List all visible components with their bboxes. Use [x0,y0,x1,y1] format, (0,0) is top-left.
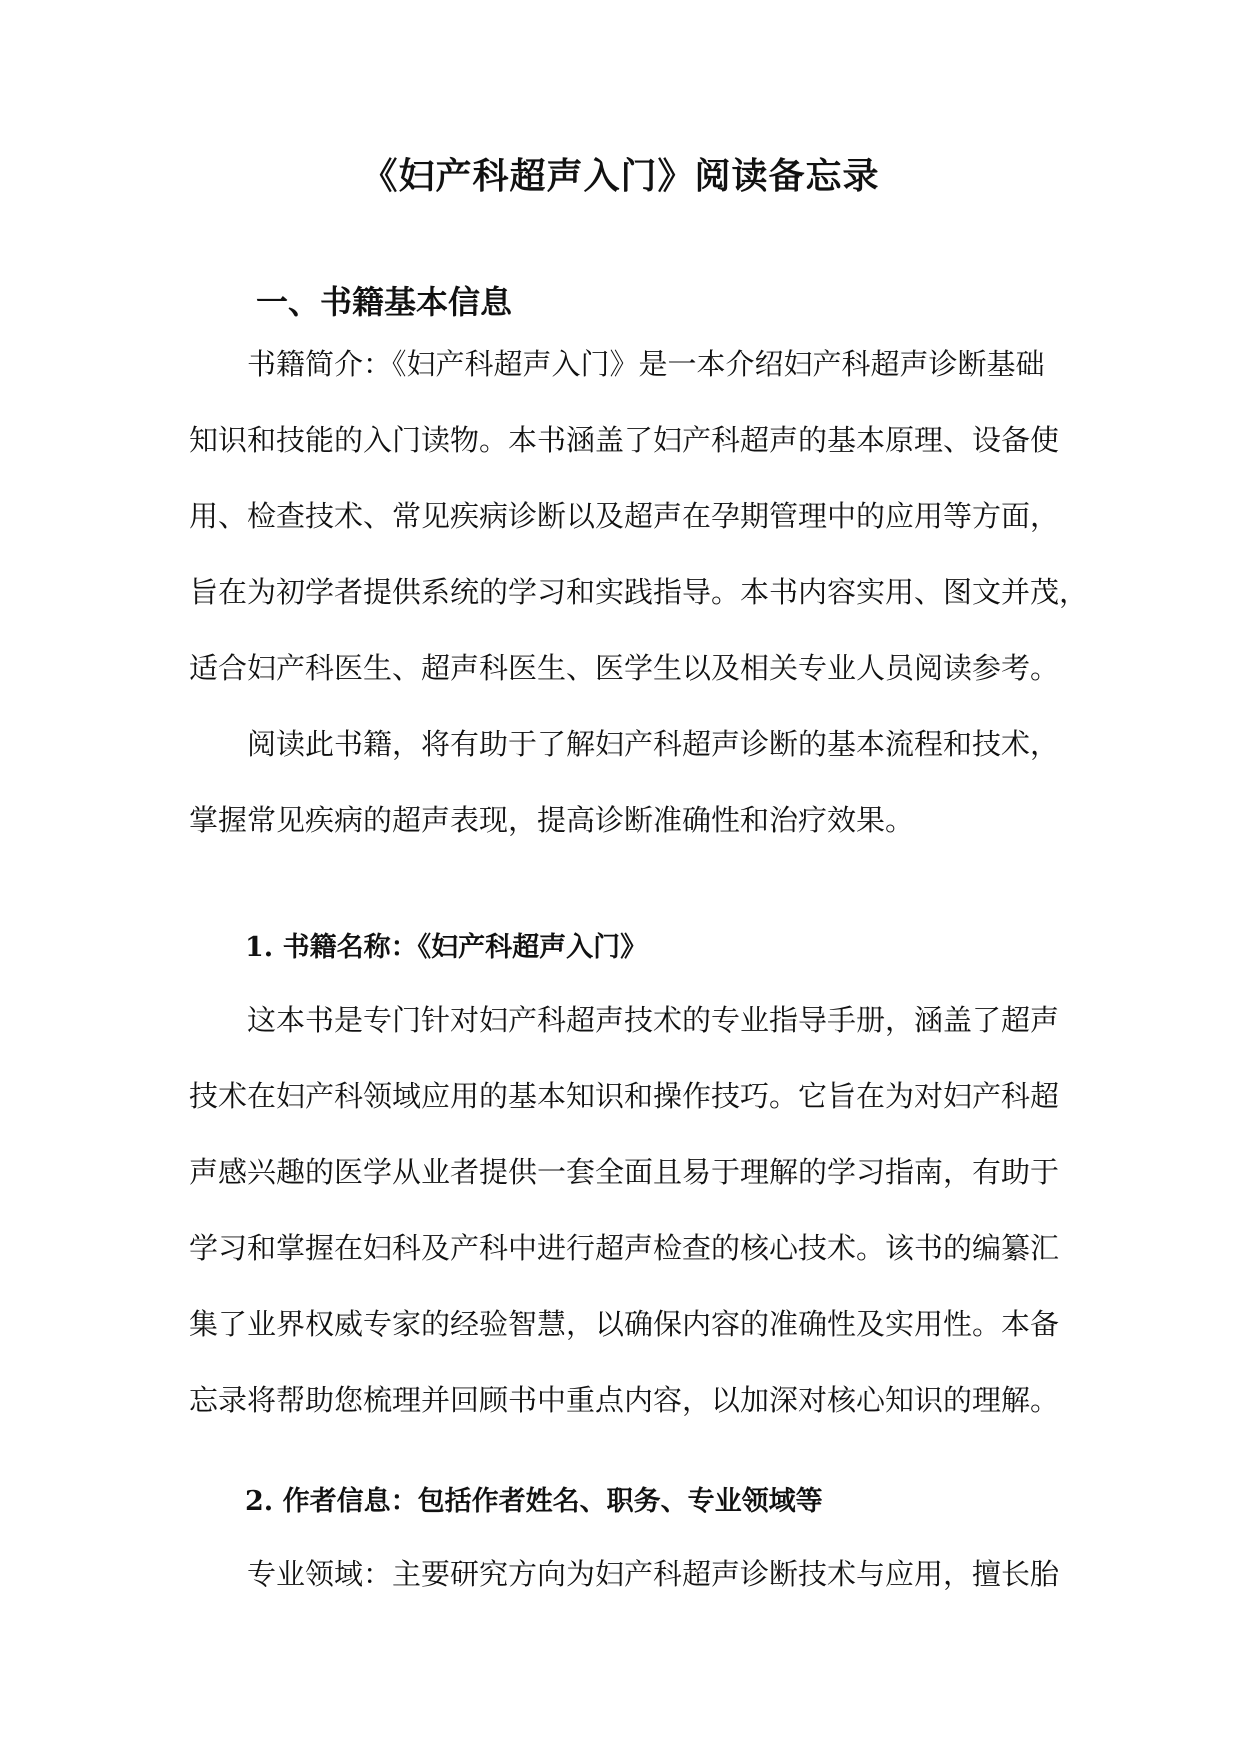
reading-benefit-paragraph [189,706,1061,858]
text-line: 专业领域：主要研究方向为妇产科超声诊断技术与应用，擅长胎 [247,1557,1060,1591]
text-line: 书籍简介：《妇产科超声入门》是一本介绍妇产科超声诊断基础 [247,347,1045,381]
author-info-paragraph [189,1536,1061,1612]
text-line: 旨在为初学者提供系统的学习和实践指导。本书内容实用、图文并茂， [189,575,1089,609]
text-line: 技术在妇产科领域应用的基本知识和操作技巧。它旨在为对妇产科超 [189,1079,1060,1113]
subheading-author-info: 2. 作者信息：包括作者姓名、职务、专业领域等 [245,1486,823,1517]
text-line: 这本书是专门针对妇产科超声技术的专业指导手册，涵盖了超声 [247,1003,1060,1037]
text-line: 学习和掌握在妇科及产科中进行超声检查的核心技术。该书的编纂汇 [189,1231,1060,1265]
text-line: 忘录将帮助您梳理并回顾书中重点内容，以加深对核心知识的理解。 [189,1383,1060,1417]
text-line: 用、检查技术、常见疾病诊断以及超声在孕期管理中的应用等方面， [189,499,1060,533]
text-line: 声感兴趣的医学从业者提供一套全面且易于理解的学习指南，有助于 [189,1155,1060,1189]
text-line: 适合妇产科医生、超声科医生、医学生以及相关专业人员阅读参考。 [189,651,1060,685]
book-name-paragraph [189,982,1061,1438]
text-line: 阅读此书籍，将有助于了解妇产科超声诊断的基本流程和技术， [247,727,1060,761]
text-line: 知识和技能的入门读物。本书涵盖了妇产科超声的基本原理、设备使 [189,423,1060,457]
section-heading-basic-info: 一、书籍基本信息 [256,283,513,321]
document-title: 《妇产科超声入门》阅读备忘录 [361,155,880,197]
text-line: 掌握常见疾病的超声表现，提高诊断准确性和治疗效果。 [189,803,915,837]
book-intro-paragraph [189,326,1089,706]
text-line: 集了业界权威专家的经验智慧，以确保内容的准确性及实用性。本备 [189,1307,1060,1341]
subheading-book-name: 1. 书籍名称：《妇产科超声入门》 [245,932,648,963]
